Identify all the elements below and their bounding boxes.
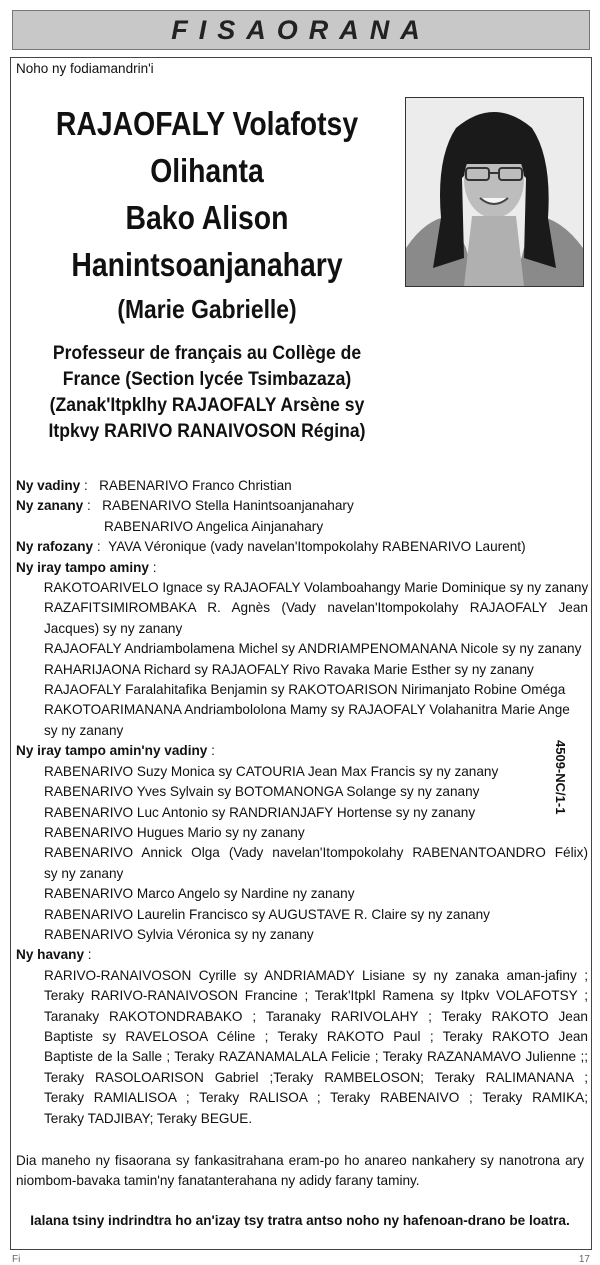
- list-item: Baptiste de la Salle ; Teraky RAZANAMALALA Felicie ; Teraky RAZANAMAVO Julienne ;;: [44, 1049, 588, 1065]
- footer-left: Fi: [12, 1254, 21, 1265]
- description-line: (Zanak'Itpklhy RAJAOFALY Arsène sy: [49, 394, 365, 416]
- list-item: RABENARIVO Luc Antonio sy RANDRIANJAFY Hortense sy ny zanany: [44, 804, 476, 820]
- thanks-message: [16, 1151, 584, 1192]
- list-item: sy ny zanany: [44, 722, 124, 738]
- zanany-value: RABENARIVO Stella Hanintsoanjanahary: [102, 498, 354, 514]
- tampo-vadiny-heading: Ny iray tampo amin'ny vadiny :: [16, 743, 215, 759]
- list-item: RABENARIVO Laurelin Francisco sy AUGUSTAVE R. Claire sy ny zanany: [44, 906, 490, 922]
- portrait-photo: [405, 97, 584, 287]
- description-line: Professeur de français au Collège de: [52, 342, 362, 364]
- deceased-name-line: Bako Alison: [125, 199, 289, 236]
- description-line: France (Section lycée Tsimbazaza): [62, 368, 352, 390]
- list-item: RABENARIVO Hugues Mario sy ny zanany: [44, 824, 305, 840]
- list-item: Taranaky RAKOTONDRABAKO ; Taranaky RARIVOLAHY ; Teraky RAKOTO Jean: [44, 1008, 588, 1024]
- zanany-label: Ny zanany: [16, 498, 84, 514]
- deceased-alias: (Marie Gabrielle): [117, 294, 297, 324]
- list-item: RARIVO-RANAIVOSON Cyrille sy ANDRIAMADY Lisiane sy ny zanaka aman-jafiny ;: [44, 967, 588, 983]
- zanany-row: RABENARIVO Angelica Ainjanahary: [104, 518, 324, 534]
- zanany-row: Ny zanany : RABENARIVO Stella Hanintsoanjanahary: [16, 498, 354, 514]
- list-item: RAZAFITSIMIROMBAKA R. Agnès (Vady navelan'Itompokolahy RAJAOFALY Jean: [44, 600, 588, 616]
- list-item: RAHARIJAONA Richard sy RAJAOFALY Rivo Ravaka Marie Esther sy ny zanany: [44, 661, 534, 677]
- closing-apology: Ialana tsiny indrindtra ho an'izay tsy tratra antso noho ny hafenoan-drano be loatra.: [30, 1213, 570, 1228]
- message-line: niombom-bavaka tamin'ny fanatanterahana ny adidy farany taminy.: [16, 1173, 420, 1189]
- list-item: Teraky RASOLOARISON Gabriel ;Teraky RAMBELOSON; Teraky RALIMANANA ;: [44, 1069, 588, 1085]
- vadiny-label: Ny vadiny: [16, 478, 81, 493]
- list-item: sy ny zanany: [44, 865, 124, 881]
- list-item: RABENARIVO Annick Olga (Vady navelan'Itompokolahy RABENANTOANDRO Félix): [44, 845, 588, 861]
- list-item: RABENARIVO Sylvia Véronica sy ny zanany: [44, 926, 314, 942]
- list-item: Baptiste sy RAVELOSOA Céline ; Teraky RAKOTO Paul ; Teraky RAKOTO Jean: [44, 1028, 588, 1044]
- announcement-header: [12, 10, 590, 50]
- list-item: RABENARIVO Yves Sylvain sy BOTOMANONGA Solange sy ny zanany: [44, 784, 480, 800]
- deceased-name-line: Olihanta: [150, 152, 264, 189]
- list-item: RAJAOFALY Faralahitafika Benjamin sy RAKOTOARISON Nirimanjato Robine Oméga: [44, 682, 566, 698]
- list-item: Teraky TADJIBAY; Teraky BEGUE.: [44, 1110, 253, 1126]
- tampo-aminy-heading: Ny iray tampo aminy :: [16, 559, 157, 575]
- deceased-names: [41, 100, 373, 288]
- reference-code: 4509-NC/1-1: [553, 740, 568, 815]
- deceased-name-line: Hanintsoanjanahary: [71, 246, 343, 283]
- rafozany-value: YAVA Véronique (vady navelan'Itompokolahy RABENARIVO Laurent): [108, 539, 526, 555]
- list-item: RAKOTOARIVELO Ignace sy RAJAOFALY Volamboahangy Marie Dominique sy ny zanany: [43, 580, 589, 596]
- list-item: Teraky RAMIALISOA ; Teraky RALISOA ; Teraky RABENAIVO ; Teraky RAMIKA;: [44, 1090, 588, 1106]
- rafozany-label: Ny rafozany: [16, 539, 94, 555]
- list-item: RAJAOFALY Andriambolamena Michel sy ANDRIAMPENOMANANA Nicole sy ny zanany: [44, 641, 582, 657]
- message-line: Dia maneho ny fisaorana sy fankasitrahana eram-po ho anareo nankahery sy nanotrona ary: [16, 1153, 584, 1168]
- list-item: RAKOTOARIMANANA Andriambololona Mamy sy RAJAOFALY Volahanitra Marie Ange: [44, 702, 570, 718]
- page-footer: [12, 1254, 590, 1265]
- havany-heading: Ny havany :: [16, 947, 92, 963]
- list-item: Jacques) sy ny zanany: [44, 620, 183, 636]
- vadiny-value: RABENARIVO Franco Christian: [99, 478, 292, 493]
- intro-text: Noho ny fodiamandrin'i: [16, 61, 154, 76]
- list-item: RABENARIVO Marco Angelo sy Nardine ny zanany: [44, 886, 355, 902]
- header-title: FISAORANA: [171, 14, 431, 45]
- list-item: RABENARIVO Suzy Monica sy CATOURIA Jean Max Francis sy ny zanany: [44, 763, 499, 779]
- description-line: Itpkvy RARIVO RANAIVOSON Régina): [48, 420, 366, 442]
- list-item: Teraky RARIVO-RANAIVOSON Francine ; Terak'Itpkl Ramena sy Itpkv VOLAFOTSY ;: [44, 988, 588, 1004]
- rafozany-row: Ny rafozany : YAVA Véronique (vady navelan'Itompokolahy RABENARIVO Laurent): [16, 539, 526, 555]
- footer-right: 17: [578, 1254, 590, 1265]
- vadiny-row: Ny vadiny : RABENARIVO Franco Christian: [16, 478, 292, 493]
- family-list: [16, 476, 588, 1129]
- deceased-description: [33, 340, 380, 444]
- deceased-name-line: RAJAOFALY Volafotsy: [55, 105, 359, 142]
